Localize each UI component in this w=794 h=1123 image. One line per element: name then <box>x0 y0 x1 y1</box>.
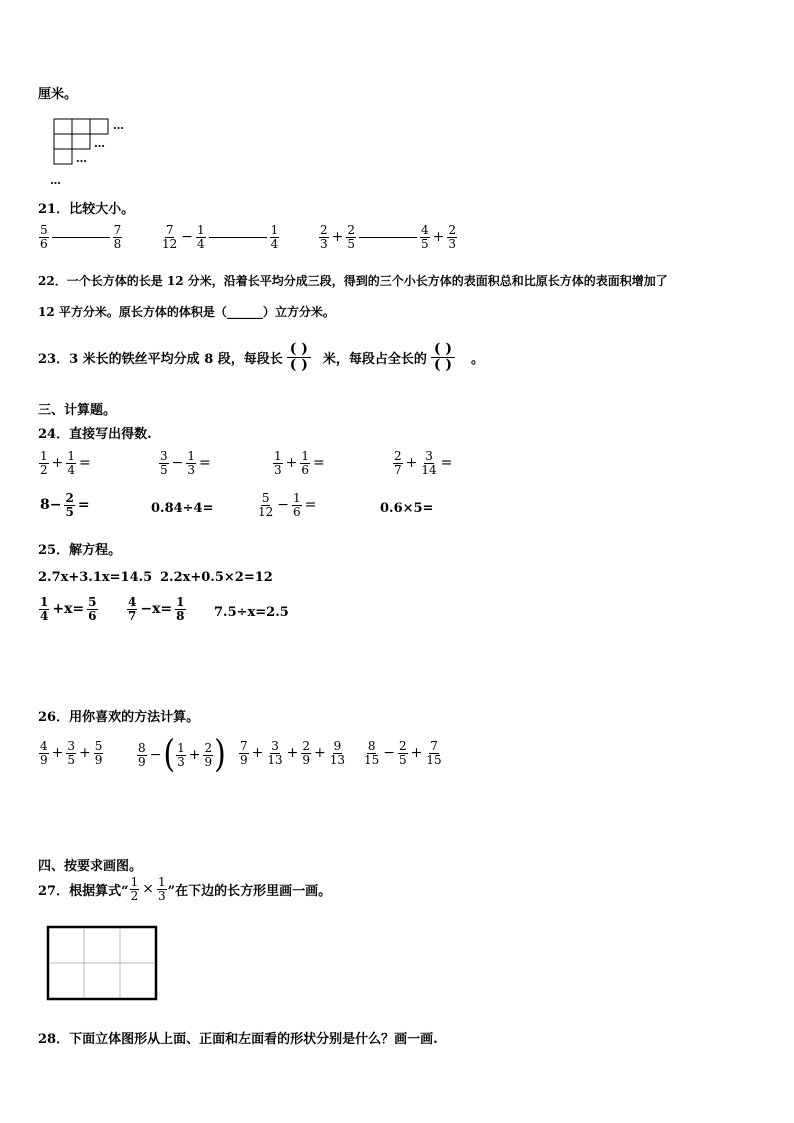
fraction <box>175 596 185 622</box>
fraction <box>196 224 206 250</box>
oral-calc-3 <box>272 450 327 476</box>
fraction <box>266 740 283 766</box>
question-22-line-1: 22．一个长方体的长是 12 分米，沿着长平均分成三段，得到的三个小长方体的表面积总和比原长方体的表面积增加了 <box>38 274 668 288</box>
fraction <box>176 742 186 768</box>
denominator: 3 <box>320 236 328 251</box>
fraction <box>66 450 76 476</box>
numerator: 2 <box>448 223 457 237</box>
fraction <box>270 224 280 250</box>
denominator: 9 <box>240 752 248 767</box>
denominator: 5 <box>67 752 76 767</box>
fraction <box>239 740 249 766</box>
fraction <box>420 224 430 250</box>
denominator: 9 <box>204 754 213 769</box>
denominator: 4 <box>40 608 49 623</box>
question-23-text-2: 米，每段占全长的 <box>322 351 427 367</box>
fraction <box>301 740 311 766</box>
denominator: 5 <box>347 236 356 251</box>
fraction <box>159 450 169 476</box>
denominator: 2 <box>130 888 139 903</box>
math-operator: +x= <box>52 601 85 618</box>
fraction <box>161 224 178 250</box>
calc-expression-3 <box>238 740 347 766</box>
numerator: 1 <box>293 491 301 505</box>
numerator: 1 <box>40 449 48 463</box>
fraction <box>363 740 380 766</box>
math-operator: + <box>251 745 264 762</box>
answer-line[interactable] <box>359 237 417 238</box>
denominator: 6 <box>88 608 97 623</box>
equation-1: 2.7x+3.1x=14.5 <box>38 570 153 585</box>
fraction <box>398 740 408 766</box>
math-operator: + <box>405 455 418 472</box>
numerator: ( ) <box>287 342 311 358</box>
calc-expression-1 <box>38 740 104 766</box>
numerator: 3 <box>160 449 168 463</box>
numerator: 1 <box>187 449 196 463</box>
math-operator: = <box>77 497 90 514</box>
math-operator: + <box>432 229 445 246</box>
question-27: 27．根据算式“ $\frac{1}{2}$ × $\frac{1}{3}$ ”在下边的长方形里画一画。 <box>38 875 332 903</box>
answer-line[interactable] <box>209 237 267 238</box>
numerator: 1 <box>301 449 310 463</box>
fraction <box>66 740 76 766</box>
parenthesis: ( <box>163 732 176 777</box>
numerator: 5 <box>40 223 48 237</box>
equation-5: 7.5÷x=2.5 <box>214 605 289 620</box>
numerator: 1 <box>270 223 279 237</box>
denominator: 5 <box>421 236 429 251</box>
drawing-rectangle[interactable] <box>46 925 158 1001</box>
numerator: 1 <box>40 595 49 609</box>
denominator: ( ) <box>433 356 453 373</box>
equation-2: 2.2x+0.5×2=12 <box>160 570 273 585</box>
numerator: 5 <box>261 491 270 505</box>
numerator: 1 <box>157 875 166 889</box>
numerator: 3 <box>67 739 76 753</box>
numerator: 1 <box>176 595 185 609</box>
oral-calc-1 <box>38 450 93 476</box>
numerator: 1 <box>274 449 282 463</box>
math-operator: − <box>383 745 396 762</box>
square-staircase-figure <box>48 116 138 188</box>
ellipsis: … <box>113 119 124 132</box>
fraction <box>113 224 123 250</box>
oral-calc-6: 0.84÷4= <box>151 501 214 516</box>
fraction <box>64 492 74 518</box>
fraction <box>257 492 274 518</box>
oral-calc-4 <box>392 450 454 476</box>
numerator: 3 <box>271 739 279 753</box>
denominator: 9 <box>302 752 311 767</box>
oral-calc-7 <box>256 492 318 518</box>
denominator: 7 <box>394 462 402 477</box>
denominator: 6 <box>293 504 301 519</box>
equation-4 <box>126 596 187 622</box>
denominator: 3 <box>157 888 166 903</box>
question-25-label: 25．解方程。 <box>38 543 122 558</box>
math-operator: = <box>79 455 91 472</box>
fraction <box>94 740 104 766</box>
denominator: 14 <box>421 462 437 477</box>
fraction <box>157 876 167 902</box>
compare-expression-1 <box>38 224 123 250</box>
section-3-heading: 三、计算题。 <box>38 403 117 418</box>
numerator: 5 <box>94 739 103 753</box>
fraction <box>186 450 196 476</box>
fraction <box>203 742 213 768</box>
fraction <box>292 492 302 518</box>
denominator: 4 <box>270 236 279 251</box>
denominator: 4 <box>197 236 205 251</box>
answer-line[interactable] <box>52 237 110 238</box>
fraction <box>39 596 49 622</box>
math-operator: + <box>51 455 64 472</box>
denominator: 4 <box>67 462 76 477</box>
math-operator: × <box>142 881 154 898</box>
oral-calc-8: 0.6×5= <box>380 501 434 516</box>
math-operator: − <box>149 747 162 763</box>
question-23-text-1: 23．3 米长的铁丝平均分成 8 段，每段长 <box>38 351 283 367</box>
numerator: 5 <box>88 595 97 609</box>
numerator: 7 <box>430 739 438 753</box>
numerator: 4 <box>128 595 137 609</box>
denominator: 3 <box>274 462 282 477</box>
denominator: 13 <box>329 752 346 767</box>
math-operator: + <box>410 745 423 762</box>
fraction <box>137 742 147 768</box>
denominator: 12 <box>258 504 274 519</box>
numerator: 4 <box>421 223 429 237</box>
denominator: 15 <box>364 752 380 767</box>
denominator: 13 <box>267 752 283 767</box>
denominator: 9 <box>94 752 103 767</box>
fraction <box>273 450 283 476</box>
math-operator: = <box>304 497 317 514</box>
answer-fraction-blank[interactable] <box>287 342 311 372</box>
ellipsis: … <box>50 174 61 187</box>
compare-expression-2 <box>160 224 280 250</box>
numerator: 2 <box>302 739 311 753</box>
question-22-line-2: 12 平方分米。原长方体的体积是（______）立方分米。 <box>38 305 335 319</box>
numerator: 2 <box>204 740 213 755</box>
denominator: 7 <box>128 608 137 623</box>
denominator: 5 <box>399 752 407 767</box>
math-operator: + <box>331 229 344 246</box>
math-operator: = <box>199 455 211 472</box>
numerator: 2 <box>320 223 328 237</box>
numerator: 1 <box>67 449 76 463</box>
math-operator: + <box>314 745 326 762</box>
numerator: 1 <box>130 875 139 889</box>
fraction <box>319 224 329 250</box>
ellipsis: … <box>76 152 87 165</box>
numerator: 7 <box>113 223 122 237</box>
math-operator: − <box>171 455 184 472</box>
math-operator: + <box>285 455 298 472</box>
math-operator: = <box>440 455 453 472</box>
denominator: 6 <box>40 236 48 251</box>
denominator: 12 <box>162 236 178 251</box>
denominator: ( ) <box>289 356 308 373</box>
square <box>54 149 72 164</box>
denominator: 15 <box>426 752 442 767</box>
question-23 <box>38 342 484 372</box>
square <box>72 119 90 134</box>
numerator: 2 <box>65 491 74 505</box>
math-operator: −x= <box>140 601 173 618</box>
math-operator: + <box>51 745 64 762</box>
numerator: 1 <box>197 223 205 237</box>
oral-calc-5 <box>38 492 92 518</box>
ellipsis: … <box>94 137 105 150</box>
numerator: ( ) <box>431 342 455 358</box>
fraction <box>329 740 346 766</box>
numerator: 8 <box>367 739 376 753</box>
denominator: 5 <box>65 504 74 519</box>
numerator: 4 <box>40 739 48 753</box>
math-operator: 8− <box>40 497 62 514</box>
square <box>90 119 108 134</box>
fraction <box>447 224 457 250</box>
denominator: 9 <box>40 752 48 767</box>
calc-expression-4 <box>362 740 444 766</box>
fraction <box>300 450 310 476</box>
math-operator: = <box>313 455 325 472</box>
parenthesis: ) <box>214 732 226 777</box>
equation-3 <box>38 596 99 622</box>
fraction <box>393 450 403 476</box>
math-operator: + <box>286 745 299 762</box>
square <box>54 119 72 134</box>
numerator: 7 <box>165 223 174 237</box>
denominator: 5 <box>160 462 168 477</box>
fraction <box>420 450 437 476</box>
fraction <box>39 740 49 766</box>
denominator: 8 <box>113 236 122 251</box>
oral-calc-2 <box>158 450 213 476</box>
numerator: 2 <box>394 449 402 463</box>
numerator: 3 <box>425 449 433 463</box>
fraction <box>39 450 49 476</box>
square <box>54 134 72 149</box>
previous-question-unit: 厘米。 <box>38 87 78 102</box>
denominator: 8 <box>176 608 185 623</box>
section-4-heading: 四、按要求画图。 <box>38 859 143 874</box>
denominator: 2 <box>40 462 48 477</box>
numerator: 8 <box>138 740 146 755</box>
compare-expression-3 <box>318 224 458 250</box>
question-28: 28．下面立体图形从上面、正面和左面看的形状分别是什么？画一画. <box>38 1032 438 1047</box>
fraction <box>127 596 137 622</box>
calc-expression-2 <box>136 732 226 777</box>
denominator: 3 <box>177 754 185 769</box>
denominator: 3 <box>187 462 196 477</box>
math-operator: − <box>181 229 194 246</box>
question-26-label: 26．用你喜欢的方法计算。 <box>38 710 200 725</box>
fraction <box>87 596 97 622</box>
math-operator: + <box>188 747 201 763</box>
math-operator: − <box>277 497 290 514</box>
numerator: 1 <box>177 740 185 755</box>
numerator: 2 <box>347 223 356 237</box>
math-operator: + <box>79 745 91 762</box>
fraction <box>346 224 356 250</box>
numerator: 2 <box>399 739 407 753</box>
fraction <box>130 876 140 902</box>
fraction <box>425 740 442 766</box>
numerator: 9 <box>333 739 342 753</box>
question-24-label: 24．直接写出得数. <box>38 427 152 442</box>
fraction <box>39 224 49 250</box>
question-23-text-3: 。 <box>471 351 485 367</box>
denominator: 9 <box>138 754 146 769</box>
denominator: 3 <box>448 236 457 251</box>
answer-fraction-blank[interactable] <box>431 342 455 372</box>
square <box>72 134 90 149</box>
numerator: 7 <box>240 739 248 753</box>
question-21-label: 21．比较大小。 <box>38 202 135 217</box>
denominator: 6 <box>301 462 310 477</box>
